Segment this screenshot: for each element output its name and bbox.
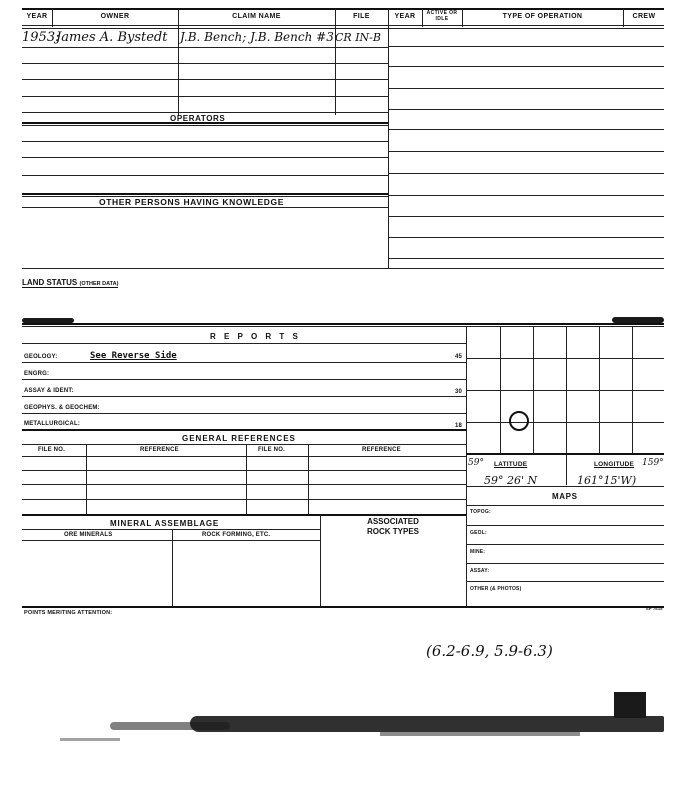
gr-header-reference-1: REFERENCE — [140, 447, 179, 453]
col-type-of-operation: TYPE OF OPERATION — [502, 13, 583, 20]
gr-header-file-no-2: FILE NO. — [258, 447, 285, 453]
col-owner: OWNER — [100, 13, 130, 20]
report-num-45: 45 — [455, 354, 463, 360]
longitude-label: LONGITUDE — [594, 461, 635, 468]
entry-file: CR IN-B — [335, 31, 381, 44]
report-label-engrg: ENGRG: — [24, 371, 50, 377]
lon-suffix: 159° — [642, 458, 664, 468]
report-label-assay: ASSAY & IDENT: — [24, 388, 74, 394]
col-claim-name: CLAIM NAME — [232, 13, 281, 20]
land-status-heading: LAND STATUS (OTHER DATA) — [22, 278, 119, 287]
ore-minerals-header: ORE MINERALS — [64, 532, 113, 538]
entry-year: 1953: — [22, 30, 60, 45]
col-active-idle: ACTIVE OR IDLE — [426, 10, 458, 22]
maps-title: MAPS — [552, 492, 578, 501]
entry-owner: James A. Bystedt — [56, 30, 168, 45]
longitude-value: 161°15'W) — [577, 474, 637, 487]
report-label-geology: GEOLOGY: — [24, 354, 58, 360]
col-year: YEAR — [26, 13, 48, 20]
coords-note: (6.2-6.9, 5.9-6.3) — [426, 642, 553, 660]
latitude-label: LATITUDE — [494, 461, 528, 468]
gr-header-file-no-1: FILE NO. — [38, 447, 65, 453]
scan-smudge-block — [614, 692, 646, 718]
gr-header-reference-2: REFERENCE — [362, 447, 401, 453]
map-geol: GEOL: — [470, 530, 487, 536]
entry-claim-name: J.B. Bench; J.B. Bench #3 — [180, 30, 334, 44]
report-num-18: 18 — [455, 423, 463, 429]
reports-title: R E P O R T S — [210, 332, 301, 341]
report-label-geophys: GEOPHYS. & GEOCHEM: — [24, 405, 100, 411]
report-num-30: 30 — [455, 389, 463, 395]
grid-circle-mark — [509, 411, 529, 431]
operators-heading: OPERATORS — [170, 114, 226, 123]
rock-forming-header: ROCK FORMING, ETC. — [202, 532, 271, 538]
lat-prefix: 59° — [468, 458, 484, 468]
latitude-value: 59° 26' N — [484, 474, 538, 487]
general-references-title: GENERAL REFERENCES — [182, 434, 296, 443]
col-crew: CREW — [632, 13, 656, 20]
report-label-metallurgical: METALLURGICAL: — [24, 421, 81, 427]
col-year-2: YEAR — [394, 13, 416, 20]
other-persons-heading: OTHER PERSONS HAVING KNOWLEDGE — [99, 197, 285, 207]
form-number: SP 7615 — [646, 606, 663, 611]
associated-rock-types-header: ASSOCIATED ROCK TYPES — [366, 517, 419, 536]
points-meriting-attention: POINTS MERITING ATTENTION: — [24, 610, 113, 616]
map-assay: ASSAY: — [470, 568, 490, 574]
map-mine: MINE: — [470, 549, 486, 555]
col-file: FILE — [353, 13, 370, 20]
map-topog: TOPOG: — [470, 509, 491, 515]
scan-smear-band — [190, 716, 664, 732]
mineral-assemblage-title: MINERAL ASSEMBLAGE — [110, 519, 220, 528]
map-other-photos: OTHER (& PHOTOS) — [470, 586, 522, 592]
report-value-geology: See Reverse Side — [90, 351, 177, 361]
